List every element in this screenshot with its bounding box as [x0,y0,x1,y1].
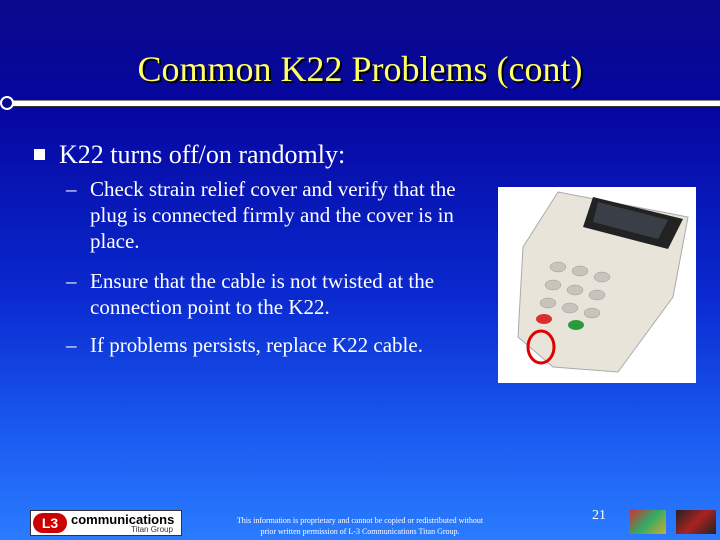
sub-bullet-1 [66,176,466,254]
main-bullet [34,140,345,170]
sub-bullet-text: Check strain relief cover and verify that the plug is connected firmly and the cover is in place. [90,177,456,253]
red-key-icon [536,314,552,324]
square-bullet-icon [34,149,45,160]
divider-end-circle [0,96,14,110]
dash-bullet: – [66,333,77,357]
main-bullet-text: K22 turns off/on randomly: [59,140,346,169]
dash-bullet: – [66,269,77,293]
dash-bullet: – [66,177,77,201]
sub-bullet-3 [66,332,466,358]
sub-bullet-text: If problems persists, replace K22 cable. [90,333,423,357]
footer-disclaimer: This information is proprietary and cannot be copied or redistributed without prior written permission of L-3 Communications Titan Group. [236,516,484,536]
page-number: 21 [592,508,606,523]
footer-image-1 [630,510,666,534]
logo-subtitle: Titan Group [131,525,173,534]
slide-title: Common K22 Problems (cont) [137,49,583,89]
k22-device-illustration [498,187,696,383]
footer-image-2 [676,510,716,534]
l3-logo-mark: L3 [33,513,67,533]
k22-device-photo [498,187,696,383]
sub-bullet-text: Ensure that the cable is not twisted at the connection point to the K22. [90,269,435,319]
logo-wordmark: communications [71,512,175,527]
sub-bullet-2 [66,268,466,320]
company-logo [30,510,182,536]
green-key-icon [568,320,584,330]
title-divider [8,100,720,107]
